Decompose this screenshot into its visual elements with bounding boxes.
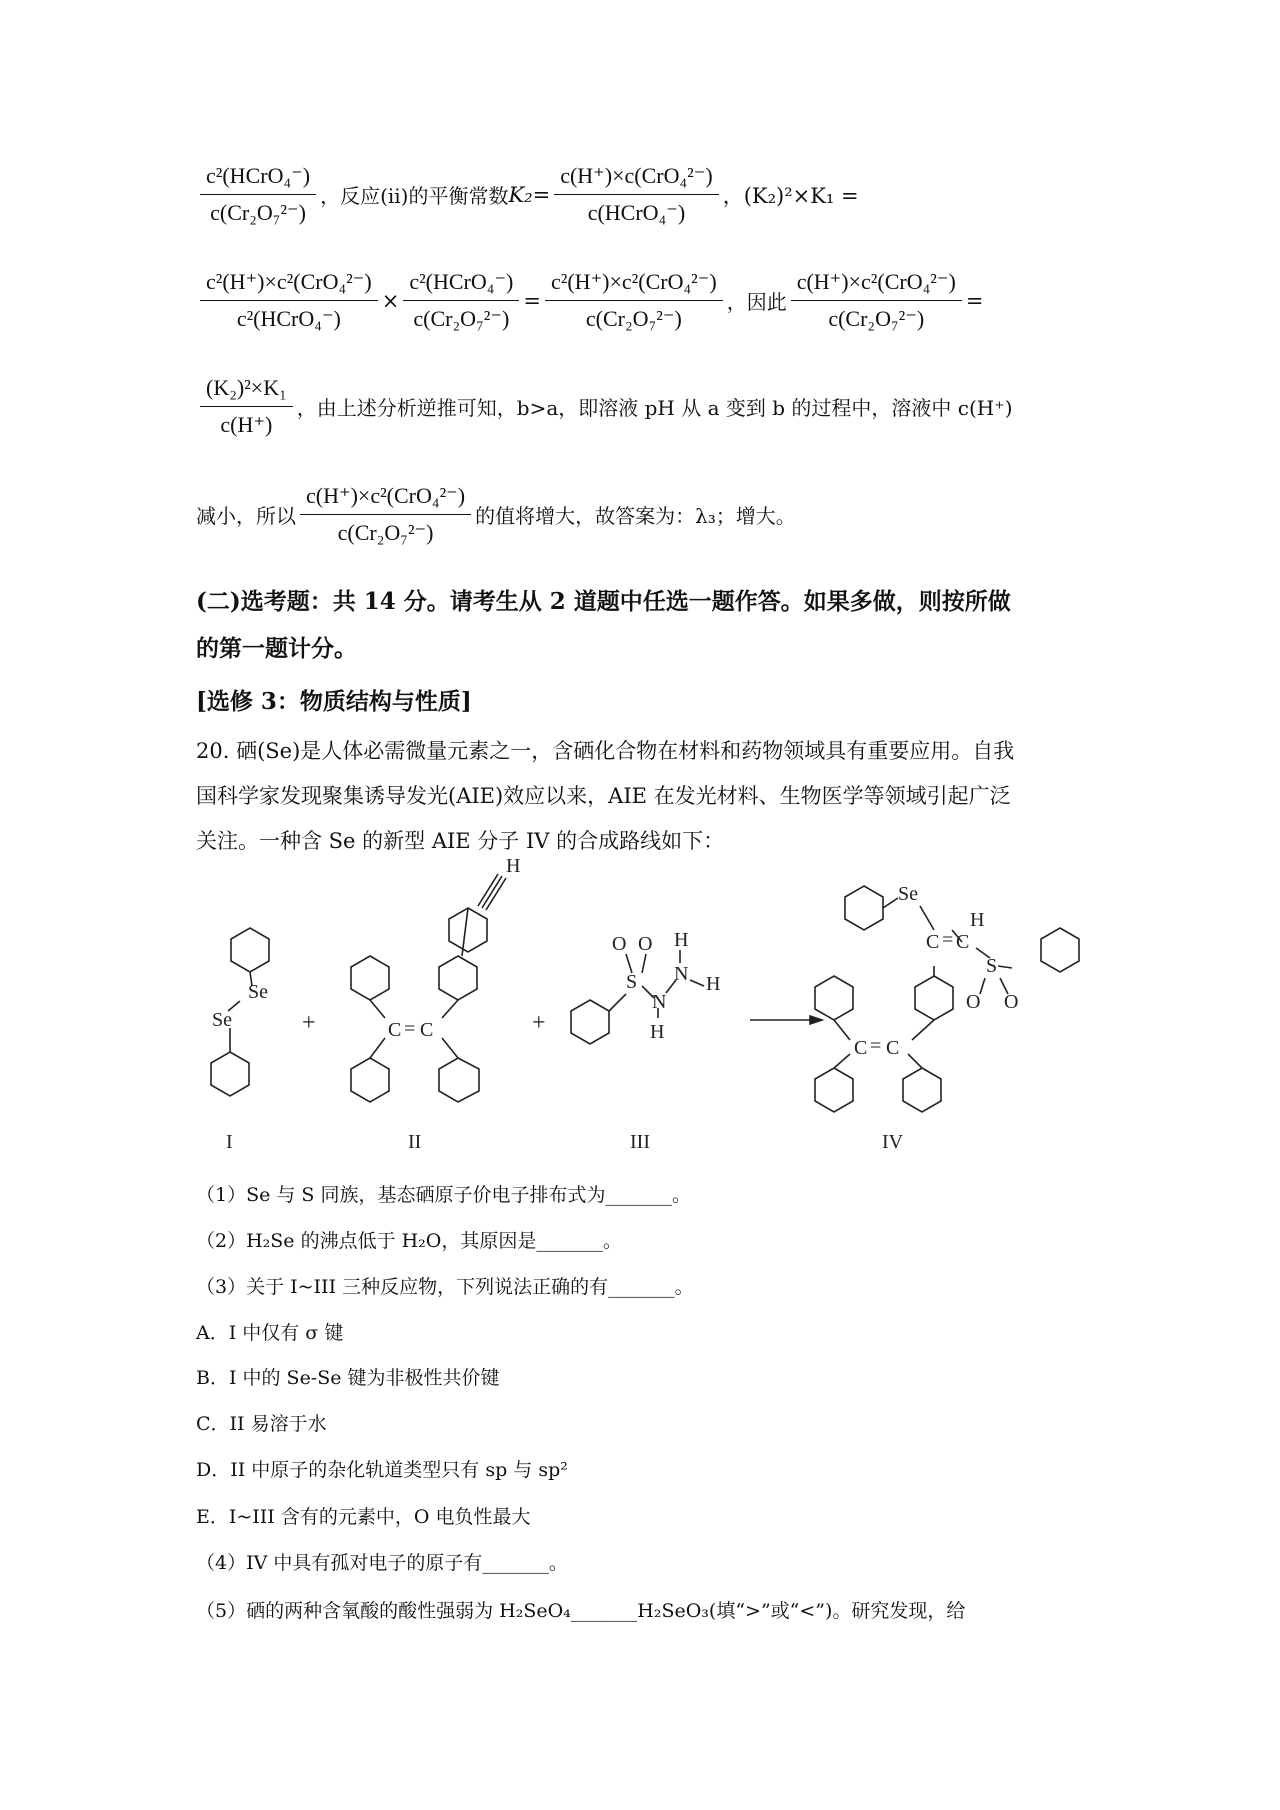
- equation-text: ，反应(ii)的平衡常数: [320, 184, 509, 208]
- compound-IV: [815, 883, 1079, 1153]
- label-compound-I: I: [226, 1131, 233, 1153]
- fraction-4: [791, 264, 962, 337]
- atom-s-label: S: [986, 955, 998, 977]
- atom-h-label: H: [706, 973, 721, 995]
- question-5: （5）硒的两种含氧酸的酸性强弱为 H₂SeO₄_______H₂SeO₃(填“>”或“<”)。研究发现，给: [196, 1600, 966, 1622]
- option-C: C．II 易溶于水: [196, 1413, 327, 1435]
- fraction-denominator: c²(HCrO₄⁻): [236, 306, 341, 331]
- reaction-arrow: [750, 1016, 822, 1024]
- section-heading-line-1: (二)选考题：共 14 分。请考生从 2 道题中任选一题作答。如果多做，则按所做: [196, 588, 1011, 615]
- compound-II: [351, 855, 520, 1153]
- benzene-ring: [915, 976, 953, 1020]
- double-bond: =: [404, 1018, 416, 1040]
- atom-c-label: C: [886, 1037, 900, 1059]
- equals-sign: =: [965, 288, 984, 313]
- equals-sign: =: [523, 288, 541, 313]
- equation-text: ，因此: [726, 290, 787, 314]
- fraction-denominator: c(Cr₂O₇²⁻): [210, 200, 306, 225]
- benzene-ring: [1041, 928, 1079, 972]
- equation-line-4: [196, 478, 1096, 551]
- fraction-numerator: (K₂)²×K₁: [206, 375, 287, 400]
- q20-line-3: 关注。一种含 Se 的新型 AIE 分子 IV 的合成路线如下：: [196, 829, 725, 853]
- option-D: D．II 中原子的杂化轨道类型只有 sp 与 sp²: [196, 1459, 568, 1481]
- benzene-ring: [231, 928, 269, 972]
- benzene-ring: [815, 1068, 853, 1112]
- equation-tail: ，(K₂)²×K₁ =: [722, 183, 859, 208]
- compound-I: [211, 928, 269, 1153]
- option-E: E．I~III 含有的元素中，O 电负性最大: [196, 1506, 531, 1528]
- atom-n-label: N: [674, 963, 689, 985]
- elective-heading: [选修 3：物质结构与性质]: [196, 688, 472, 715]
- benzene-ring: [449, 908, 487, 952]
- fraction-2: [403, 264, 519, 337]
- equation-line-3: [196, 370, 1116, 443]
- benzene-ring: [815, 976, 853, 1020]
- fraction-k2: [554, 158, 719, 231]
- atom-c-label: C: [388, 1019, 402, 1041]
- benzene-ring: [903, 1068, 941, 1112]
- fraction-ratio: [300, 478, 471, 551]
- atom-h-label: H: [970, 909, 985, 931]
- atom-c-label: C: [854, 1037, 868, 1059]
- atom-c-label: C: [926, 931, 940, 953]
- option-B: B．I 中的 Se-Se 键为非极性共价键: [196, 1367, 500, 1389]
- question-2: （2）H₂Se 的沸点低于 H₂O，其原因是_______。: [196, 1230, 622, 1252]
- atom-s-label: S: [626, 971, 638, 993]
- equation-tail: 的值将增大，故答案为：λ₃；增大。: [475, 504, 796, 528]
- fraction-numerator: c²(H⁺)×c²(CrO₄²⁻): [551, 269, 717, 294]
- label-compound-III: III: [630, 1131, 650, 1153]
- fraction-numerator: c²(HCrO₄⁻): [206, 163, 311, 188]
- benzene-ring: [211, 1052, 249, 1096]
- fraction-numerator: c(H⁺)×c²(CrO₄²⁻): [306, 483, 466, 508]
- q20-line-1: 20. 硒(Se)是人体必需微量元素之一，含硒化合物在材料和药物领域具有重要应用。自我: [196, 739, 1015, 763]
- fraction-denominator: c(H⁺): [220, 412, 273, 437]
- fraction-numerator: c(H⁺)×c(CrO₄²⁻): [560, 163, 713, 188]
- atom-o-label: O: [1004, 991, 1019, 1013]
- compound-III: [571, 929, 720, 1153]
- option-A: A．I 中仅有 σ 键: [196, 1322, 344, 1344]
- benzene-ring: [845, 886, 883, 930]
- fraction-3: [545, 264, 723, 337]
- fraction-hcro4-over-cr2o7: [200, 158, 316, 231]
- times-sign: ×: [381, 288, 400, 313]
- benzene-ring: [351, 1058, 389, 1102]
- fraction-1: [200, 264, 378, 337]
- equation-line-2: [196, 264, 1116, 337]
- atom-o-label: O: [612, 933, 627, 955]
- fraction-denominator: c(HCrO₄⁻): [587, 200, 686, 225]
- fraction-denominator: c(Cr₂O₇²⁻): [337, 520, 434, 545]
- benzene-ring: [351, 956, 389, 1000]
- atom-se-label: Se: [898, 883, 918, 905]
- atom-h-label: H: [506, 855, 521, 877]
- k2-label: K₂=: [508, 182, 551, 207]
- synthesis-route-diagram: [190, 855, 1090, 1158]
- atom-o-label: O: [638, 933, 653, 955]
- fraction-numerator: c²(HCrO₄⁻): [409, 269, 514, 294]
- atom-c-label: C: [420, 1019, 434, 1041]
- fraction-denominator: c(Cr₂O₇²⁻): [828, 306, 925, 331]
- equation-lead: 减小，所以: [196, 504, 296, 528]
- atom-c-label: C: [956, 931, 970, 953]
- atom-se-label: Se: [212, 1009, 232, 1031]
- question-3: （3）关于 I~III 三种反应物，下列说法正确的有_______。: [196, 1276, 694, 1298]
- equation-line-1: [196, 158, 1096, 231]
- label-compound-IV: IV: [882, 1131, 904, 1153]
- fraction-numerator: c²(H⁺)×c²(CrO₄²⁻): [206, 269, 372, 294]
- question-1: （1）Se 与 S 同族，基态硒原子价电子排布式为_______。: [196, 1184, 691, 1206]
- atom-h-label: H: [650, 1021, 665, 1043]
- equation-text: ，由上述分析逆推可知，b>a，即溶液 pH 从 a 变到 b 的过程中，溶液中 c(H⁺): [296, 396, 1013, 420]
- fraction-denominator: c(Cr₂O₇²⁻): [585, 306, 682, 331]
- fraction-numerator: c(H⁺)×c²(CrO₄²⁻): [796, 269, 956, 294]
- atom-h-label: H: [674, 929, 689, 951]
- q20-line-2: 国科学家发现聚集诱导发光(AIE)效应以来，AIE 在发光材料、生物医学等领域引起广泛: [196, 784, 1011, 808]
- question-4: （4）IV 中具有孤对电子的原子有_______。: [196, 1552, 568, 1574]
- benzene-ring: [439, 956, 477, 1000]
- atom-se-label: Se: [248, 981, 268, 1003]
- plus-sign: +: [302, 1010, 316, 1036]
- fraction-denominator: c(Cr₂O₇²⁻): [413, 306, 510, 331]
- atom-n-label: N: [652, 991, 667, 1013]
- benzene-ring: [439, 1058, 479, 1102]
- double-bond: =: [870, 1035, 882, 1057]
- section-heading-line-2: 的第一题计分。: [196, 635, 357, 662]
- plus-sign: +: [532, 1010, 546, 1036]
- benzene-ring: [571, 1000, 609, 1044]
- label-compound-II: II: [408, 1131, 422, 1153]
- double-bond: =: [942, 929, 954, 951]
- fraction-k-over-h: [200, 370, 293, 443]
- atom-o-label: O: [966, 991, 981, 1013]
